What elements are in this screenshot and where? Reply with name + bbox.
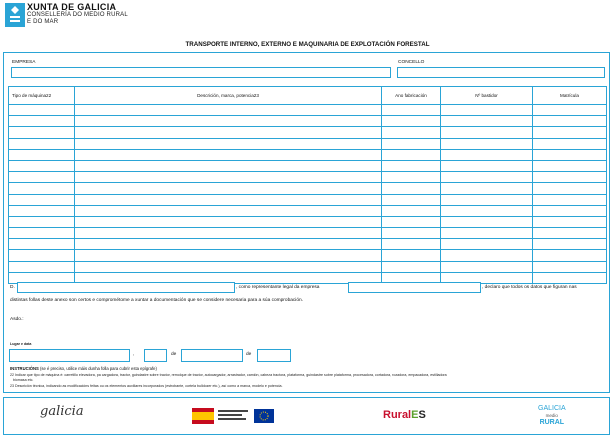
empresa-field[interactable] xyxy=(11,67,391,78)
table-cell[interactable] xyxy=(9,149,75,160)
table-cell[interactable] xyxy=(382,127,441,138)
d-label: D. xyxy=(10,285,15,290)
table-row xyxy=(9,205,607,216)
table-cell[interactable] xyxy=(75,228,382,239)
table-row xyxy=(9,160,607,171)
table-cell[interactable] xyxy=(533,127,607,138)
declaration-line2: distintas follas deste anexo son certos e comprométome a xuntar a documentación que se considere necesaria para a súa comprobación. xyxy=(10,298,304,303)
table-cell[interactable] xyxy=(382,172,441,183)
table-cell[interactable] xyxy=(382,216,441,227)
table-cell[interactable] xyxy=(9,160,75,171)
empresa-label: EMPRESA xyxy=(12,60,36,65)
footnote-23: 23 Descrición técnica, indicando as modificacións feitas ou os elementos auxiliares incorporados (estrobante, cortela bulldozer etc.), así como a marca, modelo e potencia. xyxy=(10,384,283,388)
table-cell[interactable] xyxy=(75,216,382,227)
table-cell[interactable] xyxy=(75,149,382,160)
table-cell[interactable] xyxy=(382,105,441,116)
table-cell[interactable] xyxy=(533,205,607,216)
company-name-field[interactable] xyxy=(348,282,481,293)
table-cell[interactable] xyxy=(9,116,75,127)
table-cell[interactable] xyxy=(75,116,382,127)
table-cell[interactable] xyxy=(9,172,75,183)
table-cell[interactable] xyxy=(75,138,382,149)
date-de-2: de xyxy=(246,352,252,357)
table-cell[interactable] xyxy=(533,194,607,205)
table-cell[interactable] xyxy=(75,261,382,272)
table-cell[interactable] xyxy=(441,105,533,116)
table-cell[interactable] xyxy=(9,239,75,250)
table-row xyxy=(9,194,607,205)
instructions-title: INSTRUCIÓNS xyxy=(10,366,39,371)
table-row xyxy=(9,183,607,194)
table-cell[interactable] xyxy=(533,138,607,149)
table-cell[interactable] xyxy=(9,194,75,205)
table-cell[interactable] xyxy=(441,216,533,227)
table-cell[interactable] xyxy=(9,261,75,272)
machinery-table xyxy=(8,86,607,284)
form-title: TRANSPORTE INTERNO, EXTERNO E MAQUINARIA DE EXPLOTACIÓN FORESTAL xyxy=(185,41,430,48)
rural-logo: RuralES xyxy=(383,409,426,421)
table-cell[interactable] xyxy=(533,105,607,116)
table-cell[interactable] xyxy=(533,183,607,194)
table-cell[interactable] xyxy=(441,127,533,138)
rural-logo-text: Rural xyxy=(383,409,412,421)
org-sub-line2: E DO MAR xyxy=(27,19,59,25)
table-row xyxy=(9,228,607,239)
rep-text: , como representante legal da empresa xyxy=(236,285,320,290)
galicia-medio-rural-logo xyxy=(538,405,566,426)
table-row xyxy=(9,105,607,116)
table-cell[interactable] xyxy=(75,127,382,138)
table-cell[interactable] xyxy=(441,194,533,205)
col-header-description: Descrición, marca, potencia23 xyxy=(75,87,382,105)
table-cell[interactable] xyxy=(533,261,607,272)
table-cell[interactable] xyxy=(533,216,607,227)
table-row xyxy=(9,127,607,138)
table-cell[interactable] xyxy=(382,194,441,205)
table-cell[interactable] xyxy=(441,149,533,160)
table-cell[interactable] xyxy=(441,261,533,272)
date-comma: , xyxy=(133,352,135,357)
table-row xyxy=(9,216,607,227)
table-cell[interactable] xyxy=(533,149,607,160)
footnote-22b: biomasa etc. xyxy=(13,378,34,382)
date-de-1: de xyxy=(171,352,177,357)
table-cell[interactable] xyxy=(382,116,441,127)
table-cell[interactable] xyxy=(441,250,533,261)
table-cell[interactable] xyxy=(533,228,607,239)
gr-line1: GALICIA xyxy=(538,405,566,412)
org-sub-line1: CONSELLERÍA DO MEDIO RURAL xyxy=(27,12,128,18)
table-cell[interactable] xyxy=(75,160,382,171)
table-cell[interactable] xyxy=(75,250,382,261)
gr-line2: medio xyxy=(545,413,558,418)
table-cell[interactable] xyxy=(382,239,441,250)
gr-line3: RURAL xyxy=(539,419,565,426)
declare-text: , declaro que todos os datos que figuran nas xyxy=(482,285,577,290)
table-cell[interactable] xyxy=(533,272,607,283)
table-header-row xyxy=(9,87,607,105)
table-cell[interactable] xyxy=(9,183,75,194)
table-cell[interactable] xyxy=(9,127,75,138)
concello-label: CONCELLO xyxy=(398,60,425,65)
table-cell[interactable] xyxy=(75,194,382,205)
table-cell[interactable] xyxy=(533,160,607,171)
xunta-emblem-icon xyxy=(5,3,25,27)
table-cell[interactable] xyxy=(533,250,607,261)
table-cell[interactable] xyxy=(75,172,382,183)
table-row xyxy=(9,261,607,272)
table-cell[interactable] xyxy=(9,205,75,216)
table-cell[interactable] xyxy=(382,183,441,194)
table-cell[interactable] xyxy=(441,116,533,127)
eu-funding-logo-icon xyxy=(192,407,276,425)
table-cell[interactable] xyxy=(533,172,607,183)
table-cell[interactable] xyxy=(441,172,533,183)
place-date-label: Lugar e data xyxy=(10,342,32,346)
table-cell[interactable] xyxy=(441,183,533,194)
table-cell[interactable] xyxy=(9,138,75,149)
table-row xyxy=(9,172,607,183)
table-row xyxy=(9,239,607,250)
table-cell[interactable] xyxy=(382,160,441,171)
place-field[interactable] xyxy=(9,349,130,362)
table-cell[interactable] xyxy=(382,138,441,149)
table-cell[interactable] xyxy=(9,216,75,227)
table-row xyxy=(9,116,607,127)
col-header-machine-type: Tipo de máquina22 xyxy=(9,87,75,105)
signed-label: Asdo.: xyxy=(10,317,24,322)
table-cell[interactable] xyxy=(441,160,533,171)
table-cell[interactable] xyxy=(9,228,75,239)
table-cell[interactable] xyxy=(75,205,382,216)
footer-panel xyxy=(3,397,610,435)
table-cell[interactable] xyxy=(382,250,441,261)
table-cell[interactable] xyxy=(9,250,75,261)
table-cell[interactable] xyxy=(441,239,533,250)
table-cell[interactable] xyxy=(441,228,533,239)
table-cell[interactable] xyxy=(382,261,441,272)
table-row xyxy=(9,149,607,160)
day-field[interactable] xyxy=(144,349,167,362)
galicia-logo: galicia xyxy=(40,404,84,419)
table-row xyxy=(9,250,607,261)
org-subtitle xyxy=(27,12,128,26)
col-header-chassis: Nº bastidor xyxy=(441,87,533,105)
table-cell[interactable] xyxy=(75,105,382,116)
table-cell[interactable] xyxy=(75,183,382,194)
table-cell[interactable] xyxy=(533,239,607,250)
instructions-note: (se é preciso, utilice máis dunha folla para cubrir esta epígrafe) xyxy=(40,366,157,371)
table-cell[interactable] xyxy=(75,239,382,250)
instructions-title-line xyxy=(10,366,157,371)
table-cell[interactable] xyxy=(382,205,441,216)
month-field[interactable] xyxy=(181,349,243,362)
table-cell[interactable] xyxy=(382,228,441,239)
col-header-plate: Matrícula xyxy=(533,87,607,105)
org-title: XUNTA DE GALICIA xyxy=(27,2,117,12)
concello-field[interactable] xyxy=(397,67,605,78)
year-field[interactable] xyxy=(257,349,291,362)
declarant-name-field[interactable] xyxy=(17,282,235,293)
table-cell[interactable] xyxy=(9,105,75,116)
col-header-year: Ano fabricación xyxy=(382,87,441,105)
table-cell[interactable] xyxy=(441,138,533,149)
table-cell[interactable] xyxy=(441,205,533,216)
table-cell[interactable] xyxy=(382,149,441,160)
footnote-22: 22 Indicar que tipo de máquina é: carretillo elevadora, pa cargadora, tractor, guindastre sobre tractor, remolque de tractor, autocargador, arrastrador, camión, cabeza tractora, plataforma, guindastre sobre plataforma, procesadora, cortadora, rozadora, empacadora, estilladora xyxy=(10,373,447,377)
table-cell[interactable] xyxy=(533,116,607,127)
table-row xyxy=(9,138,607,149)
